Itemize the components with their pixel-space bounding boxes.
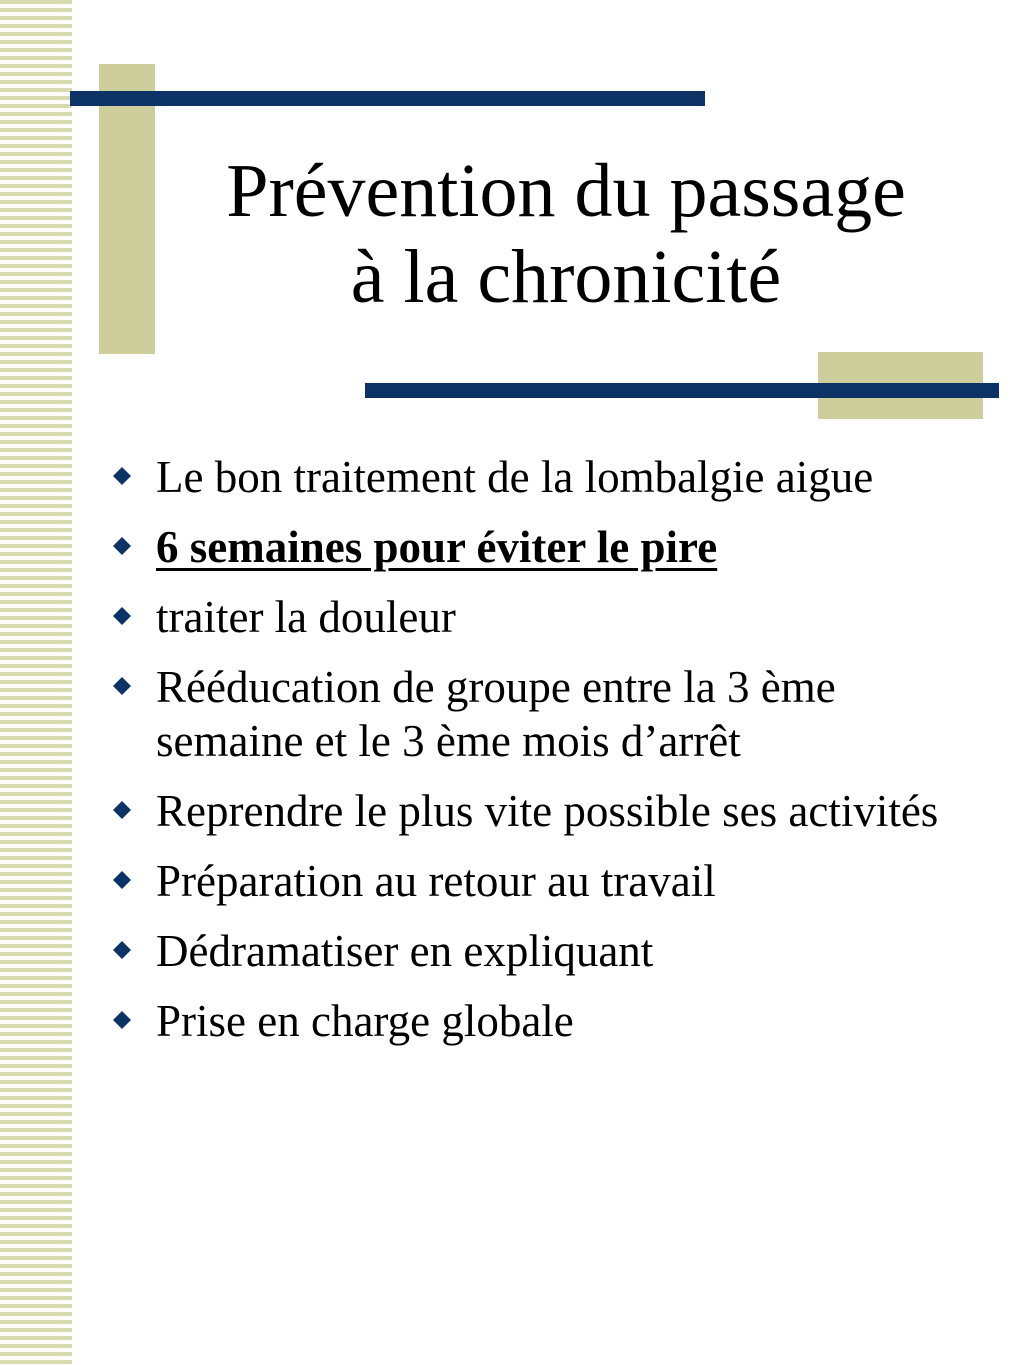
bullet-item bbox=[110, 784, 990, 838]
bullet-item bbox=[110, 854, 990, 908]
slide-title bbox=[160, 148, 972, 320]
decorative-top-rule bbox=[70, 91, 705, 106]
diamond-bullet-icon bbox=[112, 466, 132, 486]
bullet-text: traiter la douleur bbox=[156, 592, 456, 642]
bullet-text: Rééducation de groupe entre la 3 ème semaine et le 3 ème mois d’arrêt bbox=[156, 662, 836, 766]
bullet-item bbox=[110, 660, 990, 768]
bullet-text: Reprendre le plus vite possible ses activités bbox=[156, 786, 939, 836]
decorative-vertical-bar bbox=[99, 64, 155, 354]
bullet-item bbox=[110, 450, 990, 504]
bullet-item bbox=[110, 924, 990, 978]
diamond-bullet-icon bbox=[112, 940, 132, 960]
bullet-text: Dédramatiser en expliquant bbox=[156, 926, 654, 976]
bullet-text-emphasized: 6 semaines pour éviter le pire bbox=[156, 522, 718, 572]
slide-title-line-2: à la chronicité bbox=[350, 235, 782, 319]
diamond-bullet-icon bbox=[112, 536, 132, 556]
diamond-bullet-icon bbox=[112, 1010, 132, 1030]
bullet-text: Préparation au retour au travail bbox=[156, 856, 716, 906]
bullet-item bbox=[110, 590, 990, 644]
diamond-bullet-icon bbox=[112, 676, 132, 696]
decorative-bottom-rule bbox=[365, 383, 999, 398]
bullet-item bbox=[110, 994, 990, 1048]
diamond-bullet-icon bbox=[112, 800, 132, 820]
bullet-text: Prise en charge globale bbox=[156, 996, 574, 1046]
diamond-bullet-icon bbox=[112, 606, 132, 626]
diamond-bullet-icon bbox=[112, 870, 132, 890]
bullet-list bbox=[110, 450, 990, 1064]
slide-title-line-1: Prévention du passage bbox=[226, 149, 906, 233]
decorative-stripes bbox=[0, 0, 72, 1365]
bullet-text: Le bon traitement de la lombalgie aigue bbox=[156, 452, 874, 502]
bullet-item bbox=[110, 520, 990, 574]
